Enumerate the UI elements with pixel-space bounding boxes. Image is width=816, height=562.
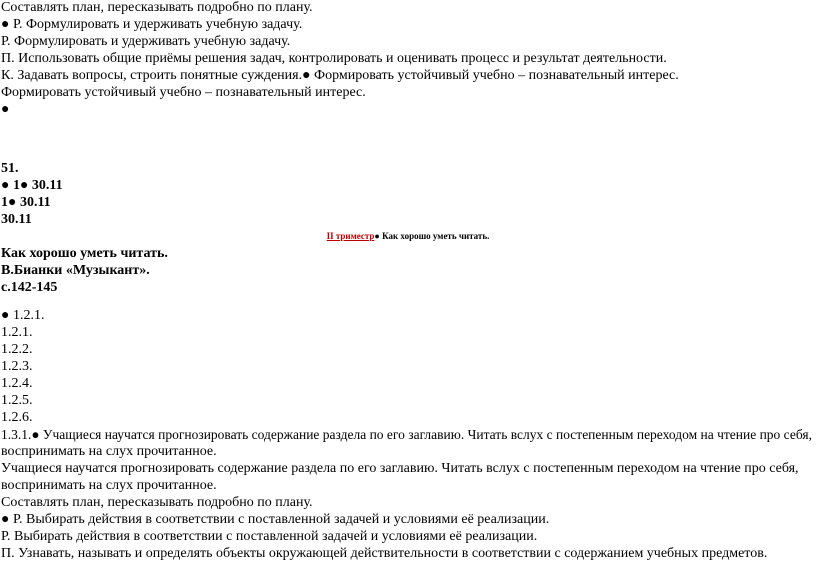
text-line: П. Узнавать, называть и определять объекты окружающей действительности в соответствии с содержанием учебных предметов. (1, 546, 768, 561)
code-line: 1.2.5. (1, 393, 33, 408)
section-title: ● Как хорошо уметь читать. (374, 231, 490, 241)
text-line: К. Задавать вопросы, строить понятные суждения.● Формировать устойчивый учебно – познавательный интерес. (1, 68, 679, 83)
code-line: 1.2.1. (1, 325, 33, 340)
text-line: воспринимать на слух прочитанное. (1, 444, 217, 459)
text-line: ● Р. Выбирать действия в соответствии с поставленной задачей и условиями её реализации. (1, 512, 550, 527)
code-line: 1.2.4. (1, 376, 33, 391)
bullet: ● (1, 102, 10, 117)
text-line: воспринимать на слух прочитанное. (1, 478, 217, 493)
date-line: 1● 30.11 (1, 195, 51, 210)
code-line: ● 1.2.1. (1, 308, 45, 323)
text-line: Учащиеся научатся прогнозировать содержание раздела по его заглавию. Читать вслух с постепенным переходом на чтение про себя, (1, 461, 799, 476)
lesson-number: 51. (1, 161, 19, 176)
text-line: Р. Формулировать и удерживать учебную задачу. (1, 34, 291, 49)
date-line: 30.11 (1, 212, 32, 227)
lesson-pages: с.142-145 (1, 280, 58, 295)
text-line: ● Р. Формулировать и удерживать учебную задачу. (1, 17, 303, 32)
section-heading (0, 228, 816, 245)
text-line: Р. Выбирать действия в соответствии с поставленной задачей и условиями её реализации. (1, 529, 538, 544)
code-line: 1.2.3. (1, 359, 33, 374)
code-line: 1.2.2. (1, 342, 33, 357)
lesson-title: Как хорошо уметь читать. (1, 246, 168, 261)
date-line: ● 1● 30.11 (1, 178, 63, 193)
code-line: 1.2.6. (1, 410, 33, 425)
text-line: Составлять план, пересказывать подробно по плану. (1, 0, 313, 15)
text-line: П. Использовать общие приёмы решения задач, контролировать и оценивать процесс и результат деятельности. (1, 51, 667, 66)
text-line: Составлять план, пересказывать подробно по плану. (1, 495, 313, 510)
text-line: Формировать устойчивый учебно – познавательный интерес. (1, 85, 366, 100)
text-line: 1.3.1.● Учащиеся научатся прогнозировать содержание раздела по его заглавию. Читать вслух с постепенным переходом на чтение про себя, (1, 427, 812, 442)
trimester-link[interactable]: II триместр (326, 231, 375, 241)
lesson-author-work: В.Бианки «Музыкант». (1, 263, 150, 278)
